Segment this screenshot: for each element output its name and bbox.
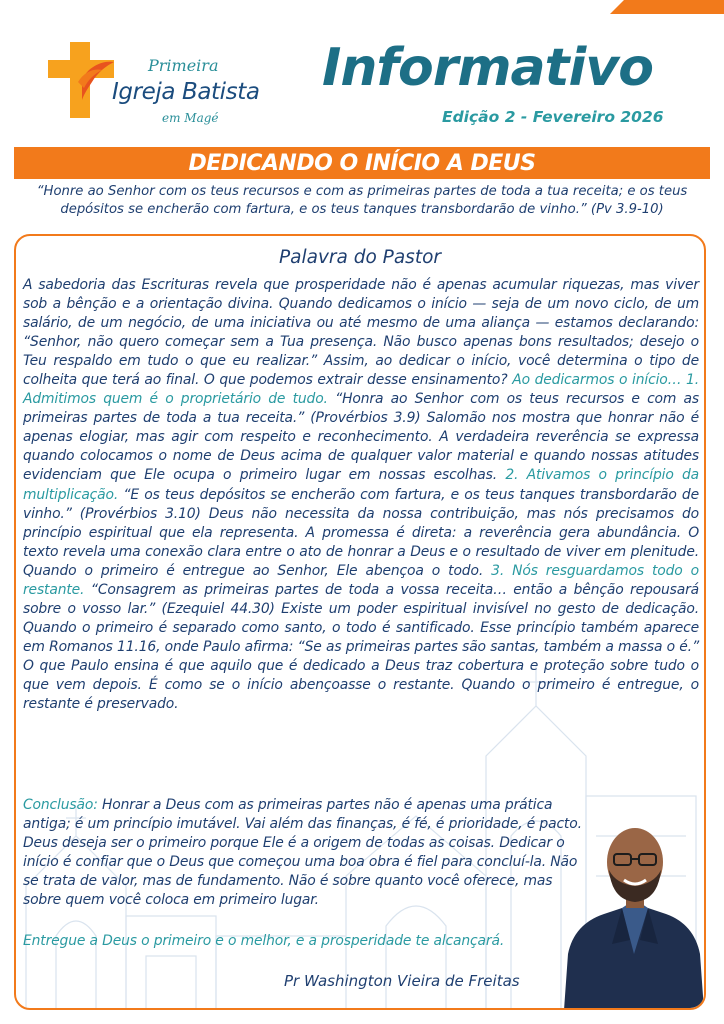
key-verse: “Honre ao Senhor com os teus recursos e com as primeiras partes de toda a tua receita; e os teus depósitos se encherão com fartura, e os teus tanques transbordarão de vinho.” (Pv 3.9-10) xyxy=(36,184,688,217)
section-title: Palavra do Pastor xyxy=(279,247,441,268)
article-paragraph-2: “Honra ao Senhor com os teus recursos e com as primeiras partes de toda a tua receita.” (Provérbios 3.9) Salomão nos mostra que honrar não é apenas elogiar, mas agir com respeito e reconhecimento. A verdadeira reverência se expressa quando colocamos o nome de Deus acima de qualquer valor material e quando nossas atitudes evidenciam que Ele ocupa o primeiro lugar em nossas escolhas. xyxy=(23,391,699,484)
article-body xyxy=(23,276,699,714)
logo-line-3: em Magé xyxy=(162,111,219,125)
edition-label: Edição 2 - Fevereiro 2026 xyxy=(442,108,664,126)
point-2-heading: 2. Ativamos o princípio da multiplicação. xyxy=(23,467,700,503)
orange-corner-stripe xyxy=(584,0,724,22)
pastor-photo xyxy=(564,804,704,1010)
conclusion-label: Conclusão: xyxy=(23,797,98,813)
newsletter-title: Informativo xyxy=(322,38,653,98)
closing-line: Entregue a Deus o primeiro e o melhor, e a prosperidade te alcançará. xyxy=(23,933,505,949)
conclusion xyxy=(23,796,583,910)
point-3-heading: 3. Nós resguardamos todo o restante. xyxy=(23,562,699,598)
article-paragraph-1: A sabedoria das Escrituras revela que prosperidade não é apenas acumular riquezas, mas viver sob a bênção e a orientação divina. Quando dedicamos o início — seja de um novo ciclo, de um salário, de um negócio, de uma iniciativa ou até mesmo de uma aliança — estamos declarando: “Senhor, não quero começar sem a Tua presença. Não busco apenas bons resultados; desejo o Teu respaldo em tudo o que eu realizar.” Assim, ao dedicar o início, você determina o tipo de colheita que terá ao final. O que podemos extrair desse ensinamento? xyxy=(23,277,699,389)
top-decoration-band xyxy=(0,0,724,22)
headline-text: DEDICANDO O INÍCIO A DEUS xyxy=(188,150,536,176)
conclusion-text: Honrar a Deus com as primeiras partes não é apenas uma prática antiga; é um princípio imutável. Vai além das finanças, é fé, é prioridade, é pacto. Deus deseja ser o primeiro porque Ele é a origem de todas as coisas. Dedicar o início é confiar que o Deus que começou uma boa obra é fiel para concluí-la. Não se trata de valor, mas de fundamento. Não é sobre quanto você oferece, mas sobre quem você coloca em primeiro lugar. xyxy=(23,797,582,909)
church-logo xyxy=(48,42,263,142)
article-paragraph-3: “E os teus depósitos se encherão com fartura, e os teus tanques transbordarão de vinho.” (Provérbios 3.10) Deus não necessita da nossa contribuição, mas nós precisamos do princípio espiritual que ela representa. A promessa é direta: a reverência gera abundância. O texto revela uma conexão clara entre o ato de honrar a Deus e o resultado de viver em plenitude. Quando o primeiro é entregue ao Senhor, Ele abençoa o todo. xyxy=(23,486,699,579)
article-box xyxy=(14,234,706,1010)
article-paragraph-4: “Consagrem as primeiras partes de toda a vossa receita… então a bênção repousará sobre o vosso lar.” (Ezequiel 44.30) Existe um poder espiritual invisível no gesto de dedicação. Quando o primeiro é separado como santo, o todo é santificado. Esse princípio também aparece em Romanos 11.16, onde Paulo afirma: “Se as primeiras partes são santas, também a massa o é.” O que Paulo ensina é que aquilo que é dedicado a Deus traz cobertura e proteção sobre tudo o que vem depois. É como se o início abençoasse o restante. Quando o primeiro é entregue, o restante é preservado. xyxy=(23,581,700,713)
pastor-signature: Pr Washington Vieira de Freitas xyxy=(284,972,520,990)
point-1-heading: Ao dedicarmos o início… 1. Admitimos quem é o proprietário de tudo. xyxy=(23,372,700,408)
logo-line-1: Primeira xyxy=(148,56,219,75)
logo-line-2: Igreja Batista xyxy=(112,79,260,105)
cross-icon xyxy=(48,42,114,118)
headline-banner xyxy=(14,147,710,179)
